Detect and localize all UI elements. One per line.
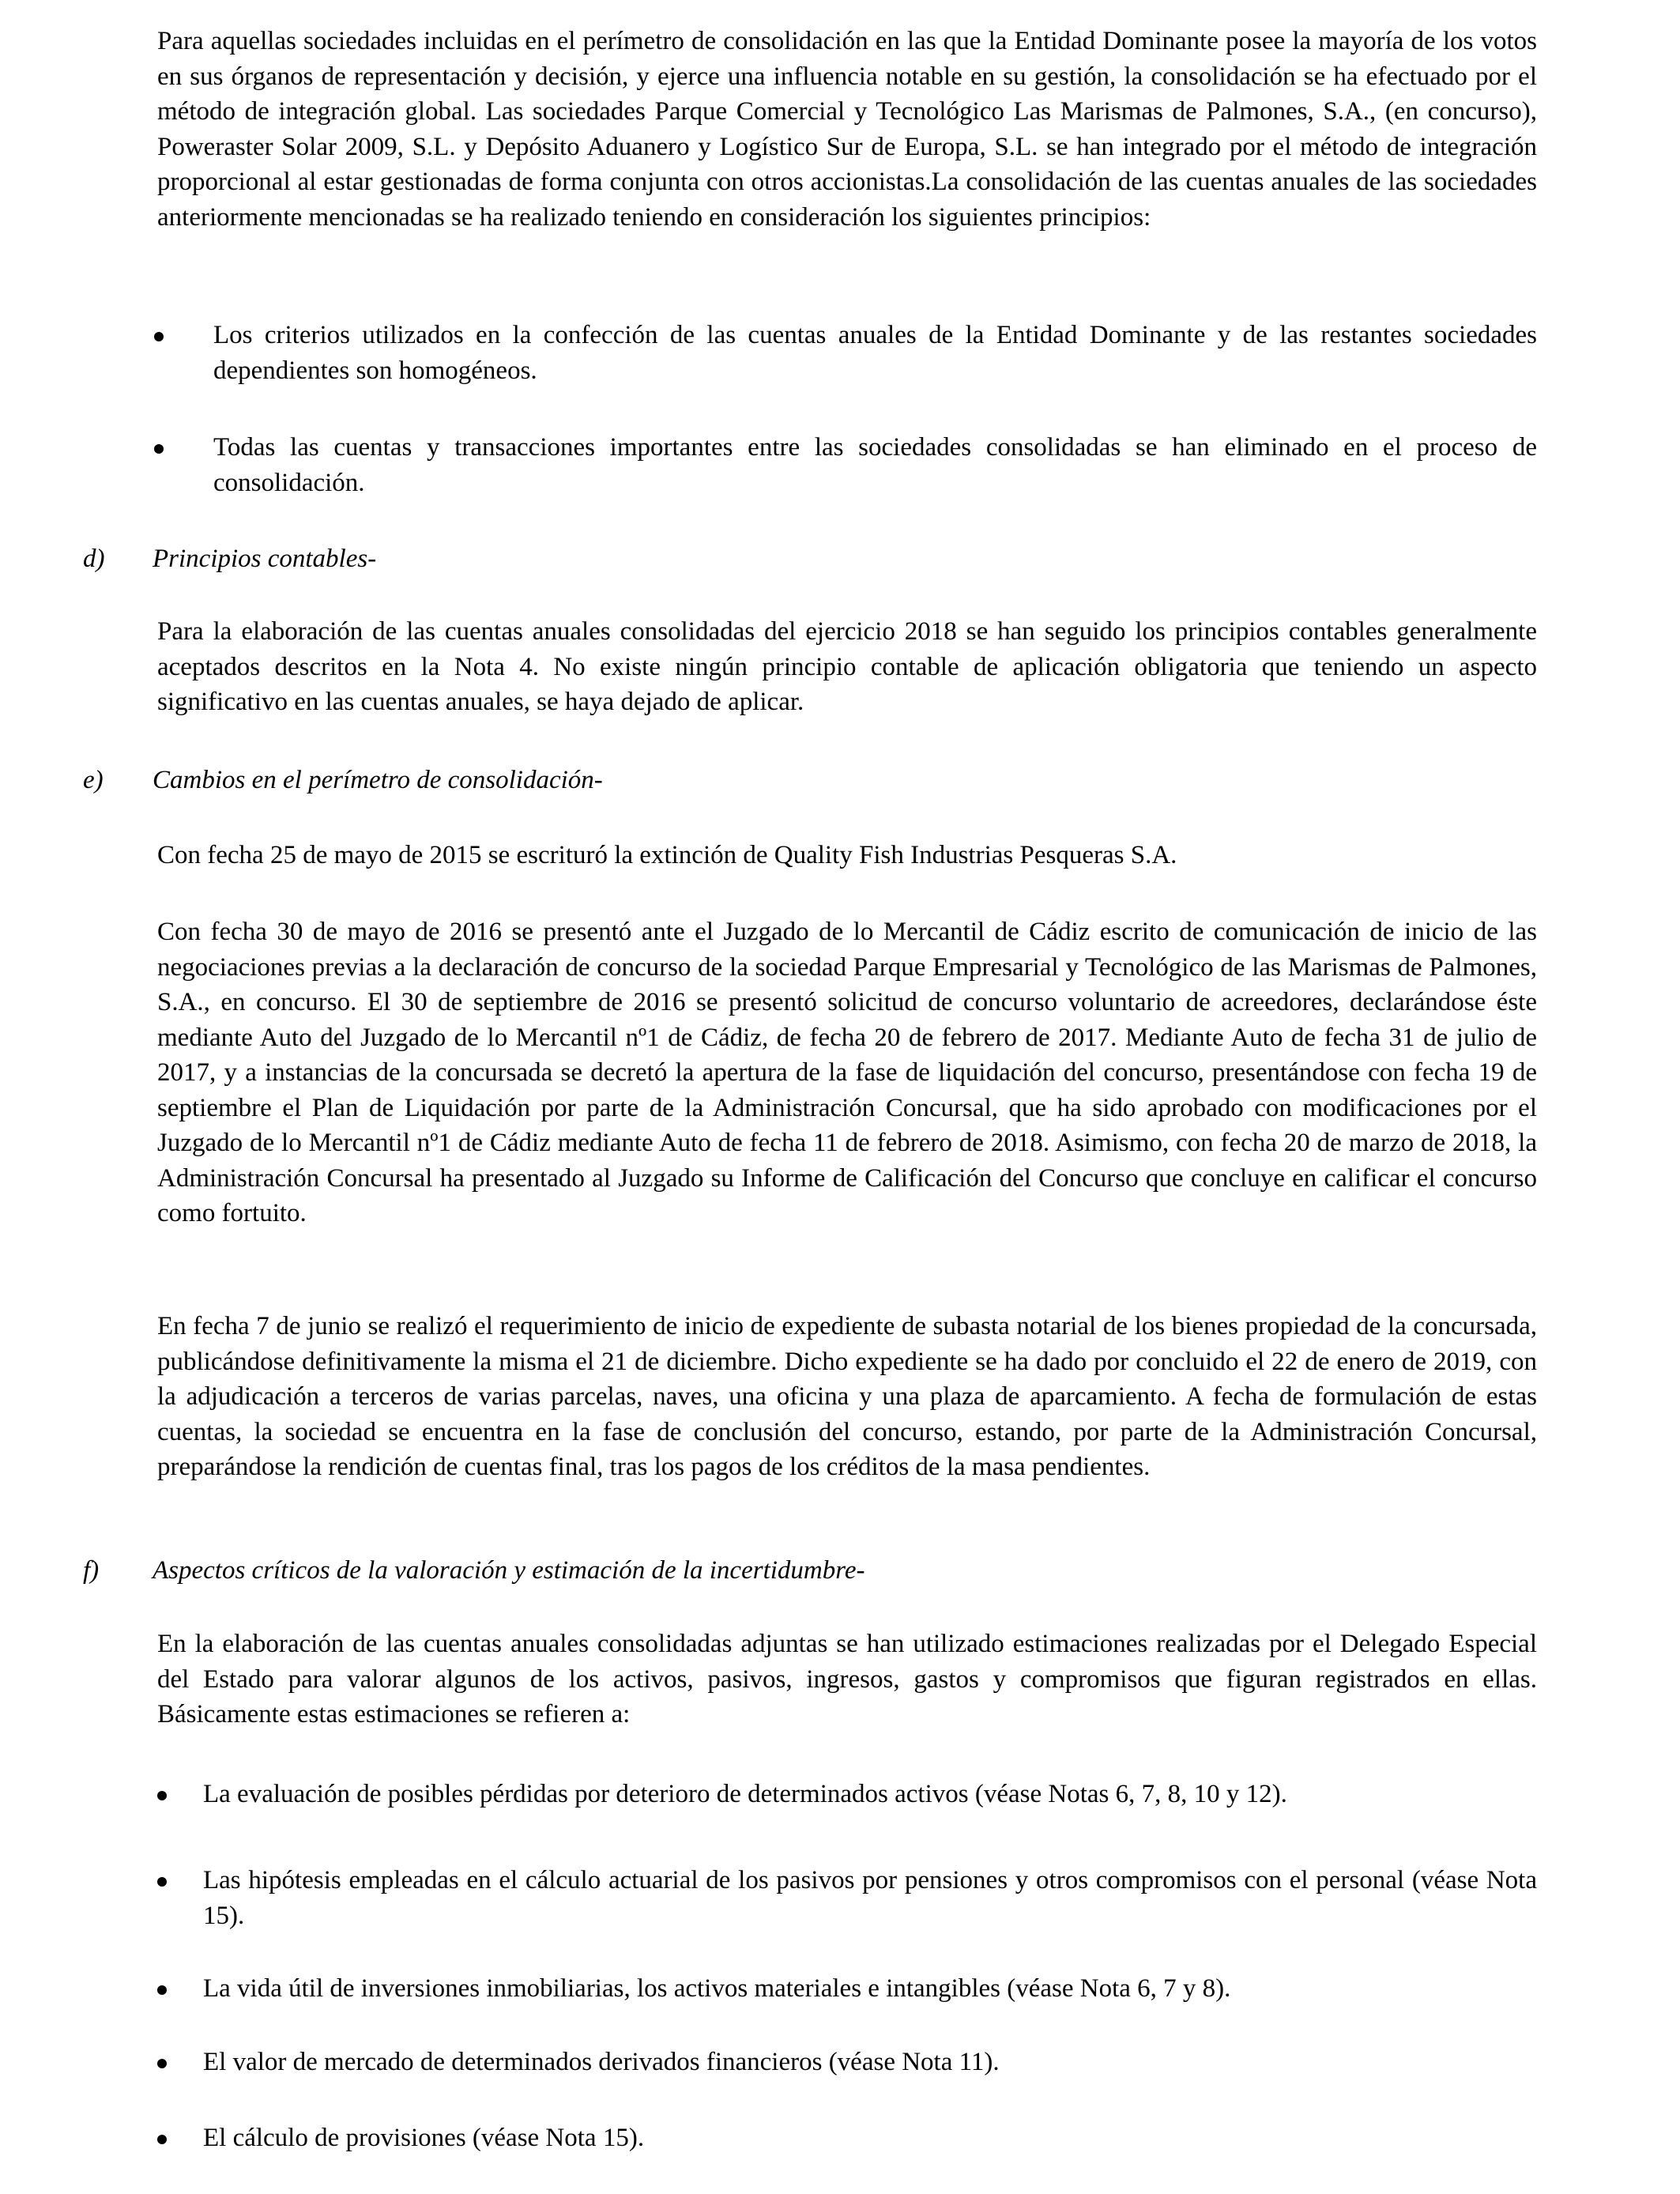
section-heading-e [83, 763, 1505, 798]
bullet-icon [157, 2135, 167, 2144]
list-item [154, 318, 1537, 389]
section-title: Cambios en el perímetro de consolidación- [153, 766, 603, 794]
bullet-icon [154, 444, 164, 454]
bullet-icon [157, 1877, 167, 1887]
section-e-paragraph: En fecha 7 de junio se realizó el requerimiento de inicio de expediente de subasta notarial de los bienes propiedad de la concursada, publicándose definitivamente la misma el 21 de diciembre. Dicho expediente se ha dado por concluido el 22 de enero de 2019, con la adjudicación a terceros de varias parcelas, naves, una oficina y una plaza de aparcamiento. A fecha de formulación de estas cuentas, la sociedad se encuentra en la fase de conclusión del concurso, estando, por parte de la Administración Concursal, preparándose la rendición de cuentas final, tras los pagos de los créditos de la masa pendientes. [157, 1312, 1537, 1481]
list-item [157, 1777, 1537, 1816]
section-letter: f) [83, 1556, 100, 1585]
list-item [157, 1971, 1537, 2011]
list-item [157, 2045, 1537, 2084]
list-item-text: El valor de mercado de determinados derivados financieros (véase Nota 11). [203, 2048, 1000, 2076]
section-f-paragraph: En la elaboración de las cuentas anuales consolidadas adjuntas se han utilizado estimaciones realizadas por el Delegado Especial del Estado para valorar algunos de los activos, pasivos, ingresos, gastos y compromisos que figuran registrados en ellas. Básicamente estas estimaciones se refieren a: [157, 1630, 1537, 1728]
section-heading-d [83, 541, 1505, 577]
list-item-text: Los criterios utilizados en la confección de las cuentas anuales de la Entidad Dominante y de las restantes sociedades dependientes son homogéneos. [213, 321, 1537, 385]
section-d-paragraph: Para la elaboración de las cuentas anuales consolidadas del ejercicio 2018 se han seguido los principios contables generalmente aceptados descritos en la Nota 4. No existe ningún principio contable de aplicación obligatoria que teniendo un aspecto significativo en las cuentas anuales, se haya dejado de aplicar. [157, 617, 1537, 716]
list-item [157, 2120, 1537, 2160]
section-letter: d) [83, 545, 105, 573]
section-title: Principios contables- [153, 545, 377, 573]
bullet-icon [154, 332, 164, 341]
section-title: Aspectos críticos de la valoración y estimación de la incertidumbre- [153, 1556, 865, 1585]
list-item-text: La evaluación de posibles pérdidas por deterioro de determinados activos (véase Notas 6, 7, 8, 10 y 12). [203, 1780, 1287, 1808]
list-item [154, 430, 1537, 501]
bullet-icon [157, 2059, 167, 2068]
section-e-paragraph: Con fecha 30 de mayo de 2016 se presentó ante el Juzgado de lo Mercantil de Cádiz escrito de comunicación de inicio de las negociaciones previas a la declaración de concurso de la sociedad Parque Empresarial y Tecnológico de las Marismas de Palmones, S.A., en concurso. El 30 de septiembre de 2016 se presentó solicitud de concurso voluntario de acreedores, declarándose éste mediante Auto del Juzgado de lo Mercantil nº1 de Cádiz, de fecha 20 de febrero de 2017. Mediante Auto de fecha 31 de julio de 2017, y a instancias de la concursada se decretó la apertura de la fase de liquidación del concurso, presentándose con fecha 19 de septiembre el Plan de Liquidación por parte de la Administración Concursal, que ha sido aprobado con modificaciones por el Juzgado de lo Mercantil nº1 de Cádiz mediante Auto de fecha 11 de febrero de 2018. Asimismo, con fecha 20 de marzo de 2018, la Administración Concursal ha presentado al Juzgado su Informe de Calificación del Concurso que concluye en calificar el concurso como fortuito. [157, 918, 1537, 1227]
list-item-text: La vida útil de inversiones inmobiliarias, los activos materiales e intangibles (véase Nota 6, 7 y 8). [203, 1974, 1231, 2003]
list-item [157, 1863, 1537, 1934]
bullet-icon [157, 1791, 167, 1800]
list-item-text: Todas las cuentas y transacciones importantes entre las sociedades consolidadas se han eliminado en el proceso de consolidación. [213, 433, 1537, 497]
section-e-paragraph: Con fecha 25 de mayo de 2015 se escrituró la extinción de Quality Fish Industrias Pesqueras S.A. [157, 841, 1177, 869]
intro-paragraph: Para aquellas sociedades incluidas en el perímetro de consolidación en las que la Entidad Dominante posee la mayoría de los votos en sus órganos de representación y decisión, y ejerce una influencia notable en su gestión, la consolidación se ha efectuado por el método de integración global. Las sociedades Parque Comercial y Tecnológico Las Marismas de Palmones, S.A., (en concurso), Poweraster Solar 2009, S.L. y Depósito Aduanero y Logístico Sur de Europa, S.L. se han integrado por el método de integración proporcional al estar gestionadas de forma conjunta con otros accionistas.La consolidación de las cuentas anuales de las sociedades anteriormente mencionadas se ha realizado teniendo en consideración los siguientes principios: [157, 27, 1537, 232]
list-item-text: Las hipótesis empleadas en el cálculo actuarial de los pasivos por pensiones y otros compromisos con el personal (véase Nota 15). [203, 1866, 1537, 1930]
section-letter: e) [83, 766, 104, 794]
bullet-icon [157, 1985, 167, 1995]
list-item-text: El cálculo de provisiones (véase Nota 15). [203, 2124, 645, 2152]
section-heading-f [83, 1553, 1505, 1589]
